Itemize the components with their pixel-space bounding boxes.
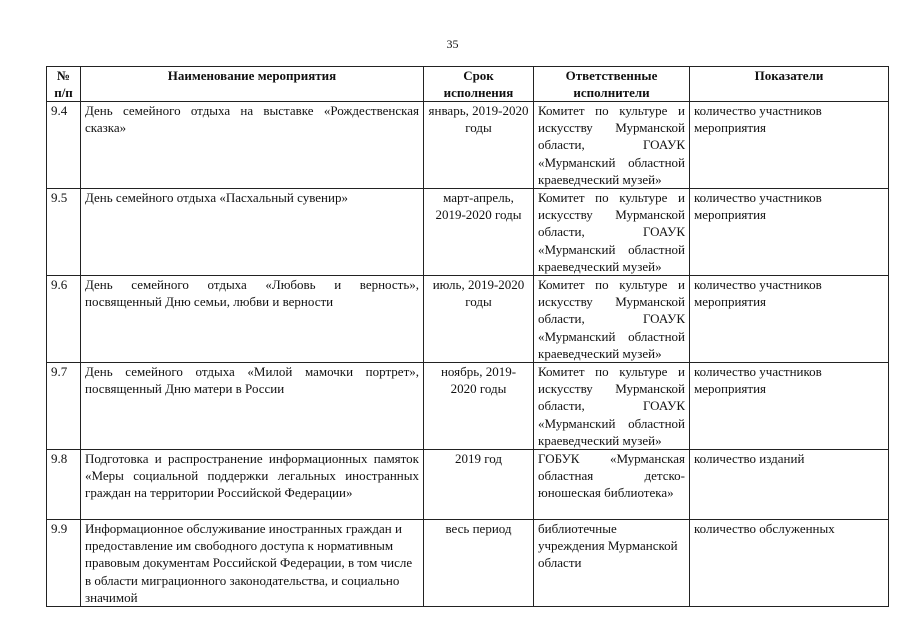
- row-num: 9.8: [47, 450, 81, 520]
- row-term: март-апрель, 2019-2020 годы: [424, 189, 534, 276]
- row-name: День семейного отдыха на выставке «Рождественская сказка»: [81, 102, 424, 189]
- row-term: ноябрь, 2019-2020 годы: [424, 363, 534, 450]
- row-executors: Комитет по культуре и искусству Мурманской области, ГОАУК «Мурманский областной краеведческий музей»: [534, 189, 690, 276]
- row-executors: Комитет по культуре и искусству Мурманской области, ГОАУК «Мурманский областной краеведческий музей»: [534, 102, 690, 189]
- row-num: 9.9: [47, 520, 81, 607]
- page-number: 35: [446, 37, 459, 51]
- table-row: [47, 520, 889, 607]
- header-name: Наименование мероприятия: [81, 67, 424, 102]
- activities-table: [46, 66, 889, 607]
- row-num: 9.4: [47, 102, 81, 189]
- row-executors: ГОБУК «Мурманская областная детско-юношеская библиотека»: [534, 450, 690, 520]
- row-indicators: количество изданий: [690, 450, 889, 520]
- row-name: День семейного отдыха «Милой мамочки портрет», посвященный Дню матери в России: [81, 363, 424, 450]
- row-term: весь период: [424, 520, 534, 607]
- row-term: июль, 2019-2020 годы: [424, 276, 534, 363]
- row-name: Подготовка и распространение информационных памяток «Меры социальной поддержки легальных иностранных граждан на территории Российской Федерации»: [81, 450, 424, 520]
- table-row: [47, 189, 889, 276]
- row-indicators: количество участников мероприятия: [690, 363, 889, 450]
- row-executors: Комитет по культуре и искусству Мурманской области, ГОАУК «Мурманский областной краеведческий музей»: [534, 363, 690, 450]
- table-header-row: [47, 67, 889, 102]
- row-executors: Комитет по культуре и искусству Мурманской области, ГОАУК «Мурманский областной краеведческий музей»: [534, 276, 690, 363]
- row-indicators: количество участников мероприятия: [690, 276, 889, 363]
- row-term: 2019 год: [424, 450, 534, 520]
- header-executors: Ответственные исполнители: [534, 67, 690, 102]
- row-name: День семейного отдыха «Пасхальный сувенир»: [81, 189, 424, 276]
- header-num: № п/п: [47, 67, 81, 102]
- table-row: [47, 276, 889, 363]
- row-indicators: количество участников мероприятия: [690, 102, 889, 189]
- table-row: [47, 450, 889, 520]
- row-num: 9.5: [47, 189, 81, 276]
- table-row: [47, 102, 889, 189]
- row-name: День семейного отдыха «Любовь и верность», посвященный Дню семьи, любви и верности: [81, 276, 424, 363]
- row-num: 9.7: [47, 363, 81, 450]
- row-term: январь, 2019-2020 годы: [424, 102, 534, 189]
- row-executors: библиотечные учреждения Мурманской области: [534, 520, 690, 607]
- header-indicators: Показатели: [690, 67, 889, 102]
- header-term: Срок исполнения: [424, 67, 534, 102]
- row-num: 9.6: [47, 276, 81, 363]
- row-indicators: количество участников мероприятия: [690, 189, 889, 276]
- row-indicators: количество обслуженных: [690, 520, 889, 607]
- row-name: Информационное обслуживание иностранных граждан и предоставление им свободного доступа к нормативным правовым документам Российской Федерации, в том числе в области миграционного законодательства, и социально значимой: [81, 520, 424, 607]
- table-row: [47, 363, 889, 450]
